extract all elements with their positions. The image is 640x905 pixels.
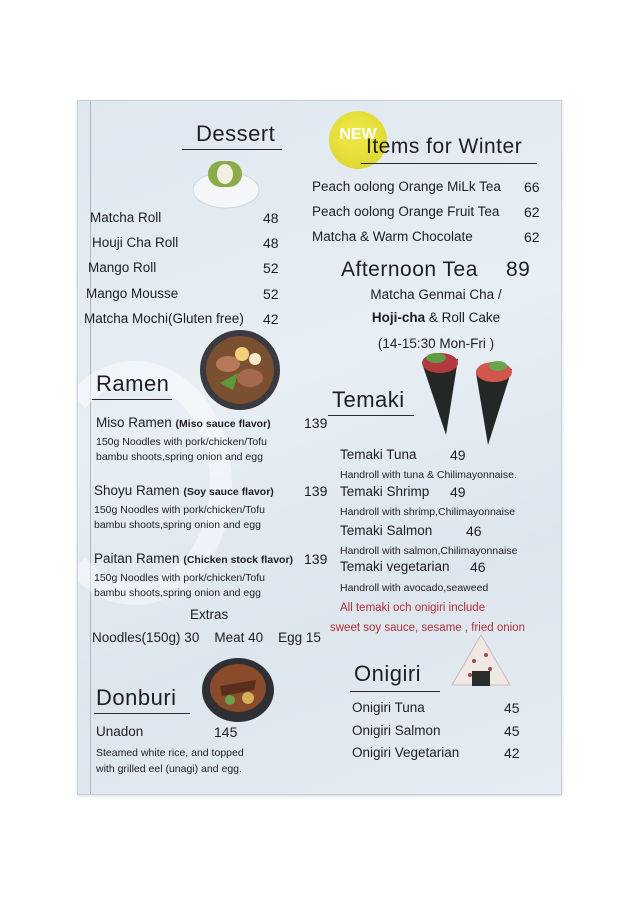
ramen-item-name: [94, 551, 293, 566]
afternoon-line2-rest: & Roll Cake: [425, 310, 501, 325]
winter-item-price: 62: [524, 229, 540, 245]
onigiri-item-price: 42: [504, 745, 520, 761]
temaki-item-name: Temaki Tuna: [340, 447, 417, 462]
ramen-item-name: [96, 415, 271, 430]
winter-rule: [361, 163, 537, 164]
donburi-rule: [94, 713, 190, 714]
donburi-item-desc: Steamed white rice, and topped: [96, 747, 244, 759]
winter-title: Items for Winter: [366, 135, 523, 158]
ramen-item-price: 139: [304, 415, 328, 431]
temaki-item-name: Temaki Salmon: [340, 523, 433, 538]
new-badge: NEW: [329, 111, 387, 169]
ramen-item-desc: bambu shoots,spring onion and egg: [94, 519, 261, 531]
onigiri-item-name: Onigiri Vegetarian: [352, 745, 460, 760]
dessert-item-name: Houji Cha Roll: [92, 235, 179, 250]
winter-item-name: Peach oolong Orange Fruit Tea: [312, 204, 500, 219]
temaki-image: [418, 351, 518, 447]
temaki-item-desc: Handroll with salmon,Chilimayonnaise: [340, 545, 518, 557]
winter-item-name: Peach oolong Orange MiLk Tea: [312, 179, 501, 194]
ramen-title: Ramen: [96, 371, 170, 396]
ramen-item-desc: bambu shoots,spring onion and egg: [96, 451, 263, 463]
dessert-item-price: 52: [263, 286, 279, 302]
winter-item-price: 66: [524, 179, 540, 195]
temaki-item-price: 46: [466, 523, 482, 539]
donburi-item-desc: with grilled eel (unagi) and egg.: [96, 763, 242, 775]
afternoon-line1: Matcha Genmai Cha /: [370, 287, 502, 302]
temaki-item-desc: Handroll with avocado,seaweed: [340, 582, 489, 594]
ramen-name: Paitan Ramen: [94, 551, 180, 566]
onigiri-image: [450, 631, 512, 691]
onigiri-title: Onigiri: [354, 661, 422, 686]
donburi-title: Donburi: [96, 685, 177, 710]
temaki-item-price: 49: [450, 447, 466, 463]
temaki-item-price: 49: [450, 484, 466, 500]
temaki-item-price: 46: [470, 559, 486, 575]
temaki-item-desc: Handroll with tuna & Chilimayonnaise.: [340, 469, 517, 481]
winter-item-price: 62: [524, 204, 540, 220]
dessert-title: Dessert: [196, 121, 276, 146]
onigiri-item-price: 45: [504, 723, 520, 739]
onigiri-item-name: Onigiri Salmon: [352, 723, 441, 738]
afternoon-line2-bold: Hoji-cha: [371, 310, 426, 325]
afternoon-price: 89: [506, 258, 531, 281]
ramen-flavor: (Chicken stock flavor): [183, 554, 294, 566]
ramen-item-desc: 150g Noodles with pork/chicken/Tofu: [94, 572, 266, 584]
temaki-item-desc: Handroll with shrimp,Chilimayonnaise: [340, 506, 516, 518]
matcha-roll-image: [193, 153, 263, 211]
ramen-bowl-image: [198, 328, 282, 412]
dessert-item-name: Mango Roll: [88, 260, 157, 275]
dessert-item-price: 48: [263, 235, 279, 251]
donburi-item-price: 145: [214, 724, 238, 740]
ramen-name: Miso Ramen: [96, 415, 172, 430]
ramen-flavor: (Soy sauce flavor): [183, 486, 274, 498]
ramen-item-desc: 150g Noodles with pork/chicken/Tofu: [94, 504, 266, 516]
afternoon-title: Afternoon Tea: [341, 258, 478, 281]
ramen-item-price: 139: [304, 551, 328, 567]
extras-title: Extras: [190, 607, 229, 622]
onigiri-item-name: Onigiri Tuna: [352, 700, 425, 715]
ramen-name: Shoyu Ramen: [94, 483, 180, 498]
ramen-item-desc: bambu shoots,spring onion and egg: [94, 587, 261, 599]
ramen-rule: [92, 399, 172, 400]
donburi-item-name: Unadon: [96, 724, 144, 739]
temaki-item-name: Temaki Shrimp: [340, 484, 430, 499]
dessert-item-price: 48: [263, 210, 279, 226]
dessert-rule: [182, 149, 282, 150]
dessert-item-price: 52: [263, 260, 279, 276]
dessert-item-name: Matcha Roll: [90, 210, 162, 225]
temaki-rule: [328, 415, 414, 416]
onigiri-rule: [350, 691, 440, 692]
ramen-item-price: 139: [304, 483, 328, 499]
temaki-item-name: Temaki vegetarian: [340, 559, 450, 574]
menu-sheet: [77, 100, 562, 795]
afternoon-hours: (14-15:30 Mon-Fri ): [377, 336, 495, 351]
dessert-item-price: 42: [263, 311, 279, 327]
onigiri-item-price: 45: [504, 700, 520, 716]
afternoon-line2: [338, 310, 534, 325]
temaki-title: Temaki: [332, 387, 405, 412]
extras-line: Noodles(150g) 30 Meat 40 Egg 15: [92, 630, 321, 645]
dessert-item-name: Mango Mousse: [86, 286, 179, 301]
ramen-item-name: [94, 483, 274, 498]
ramen-flavor: (Miso sauce flavor): [175, 418, 271, 430]
dessert-item-name: Matcha Mochi(Gluten free): [84, 311, 244, 326]
temaki-note: All temaki och onigiri include: [340, 602, 486, 614]
winter-item-name: Matcha & Warm Chocolate: [312, 229, 473, 244]
ramen-item-desc: 150g Noodles with pork/chicken/Tofu: [96, 436, 268, 448]
temaki-note: sweet soy sauce, sesame , fried onion: [330, 622, 525, 634]
donburi-bowl-image: [200, 656, 276, 724]
